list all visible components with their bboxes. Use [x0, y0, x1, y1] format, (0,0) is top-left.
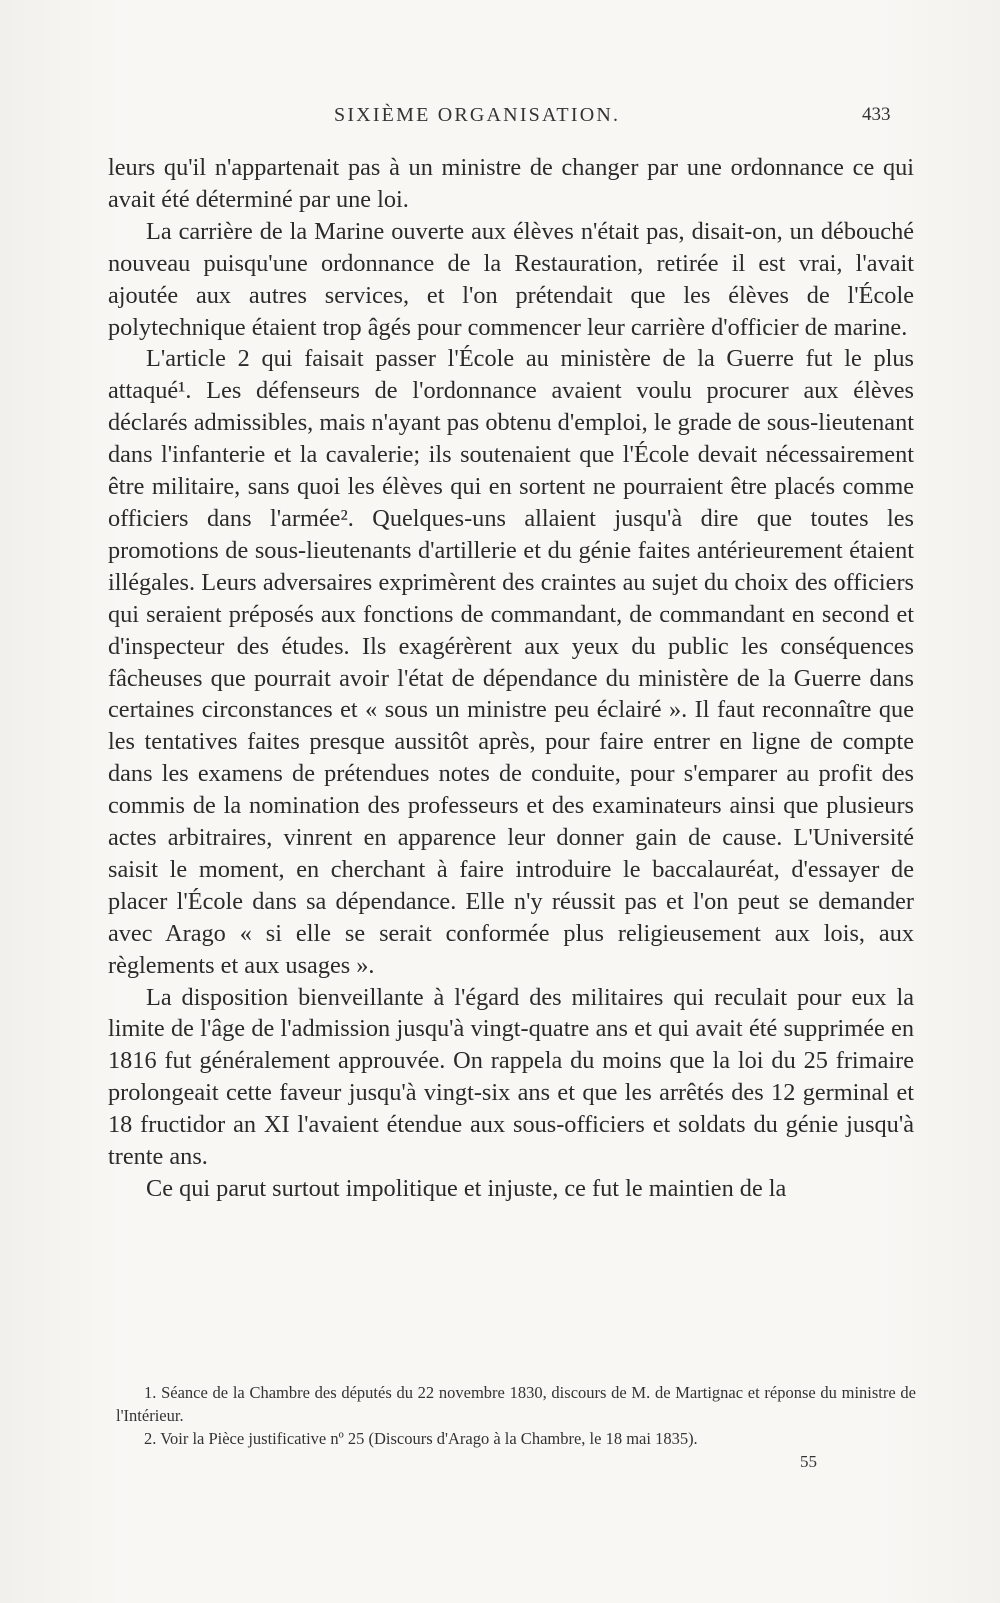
paragraph-article-2: L'article 2 qui faisait passer l'École au ministère de la Guerre fut le plus attaqué¹. Les défenseurs de l'ordonnance avaient voulu procurer aux élèves déclarés admissibles, mais n'ayant pas obtenu d'emploi, le grade de sous-lieutenant dans l'infanterie et la cavalerie; ils soutenaient que l'École devait nécessairement être militaire, sans quoi les élèves qui en sortent ne pourraient être placés comme officiers dans l'armée². Quelques-uns allaient jusqu'à dire que toutes les promotions de sous-lieutenants d'artillerie et du génie faites antérieurement étaient illégales. Leurs adversaires exprimèrent des craintes au sujet du choix des officiers qui seraient préposés aux fonctions de commandant, de commandant en second et d'inspecteur des études. Ils exagérèrent aux yeux du public les conséquences fâcheuses que pourrait avoir l'état de dépendance du ministère de la Guerre dans certaines circonstances et « sous un ministre peu éclairé ». Il faut reconnaître que les tentatives faites presque aussitôt après, pour faire entrer en ligne de compte dans les examens de prétendues notes de conduite, pour s'emparer au profit des commis de la nomination des professeurs et des examinateurs ainsi que plusieurs actes arbitraires, vinrent en apparence leur donner gain de cause. L'Université saisit le moment, en cherchant à faire introduire le baccalauréat, d'essayer de placer l'École dans sa dépendance. Elle n'y réussit pas et l'on peut se demander avec Arago « si elle se serait conformée plus religieusement aux lois, aux règlements et aux usages ». [108, 345, 914, 979]
main-text [108, 152, 914, 1205]
page-header [0, 104, 1000, 134]
paragraph-marine: La carrière de la Marine ouverte aux élèves n'était pas, disait-on, un débouché nouveau puisqu'une ordonnance de la Restauration, retirée il est vrai, l'avait ajoutée aux autres services, et l'on prétendait que les élèves de l'École polytechnique étaient trop âgés pour commencer leur carrière d'officier de marine. [108, 217, 914, 341]
page-number: 433 [862, 104, 891, 125]
footnote-1: 1. Séance de la Chambre des députés du 22 novembre 1830, discours de M. de Martignac et réponse du ministre de l'Intérieur. [116, 1383, 916, 1425]
paragraph-maintien: Ce qui parut surtout impolitique et injuste, ce fut le maintien de la [146, 1175, 787, 1202]
running-title: SIXIÈME ORGANISATION. [334, 104, 621, 126]
paragraph-age-limit: La disposition bienveillante à l'égard des militaires qui reculait pour eux la limite de l'âge de l'admission jusqu'à vingt-quatre ans et qui avait été supprimée en 1816 fut généralement approuvée. On rappela du moins que la loi du 25 frimaire prolongeait cette faveur jusqu'à vingt-six ans et que les arrêtés des 12 germinal et 18 fructidor an XI l'avaient étendue aux sous-officiers et soldats du génie jusqu'à trente ans. [108, 983, 914, 1171]
paragraph-continued: leurs qu'il n'appartenait pas à un ministre de changer par une ordonnance ce qui avait été déterminé par une loi. [108, 154, 914, 213]
footnote-2: 2. Voir la Pièce justificative nº 25 (Discours d'Arago à la Chambre, le 18 mai 1835). [144, 1429, 698, 1448]
signature-mark: 55 [800, 1452, 817, 1471]
footnotes [116, 1381, 916, 1450]
